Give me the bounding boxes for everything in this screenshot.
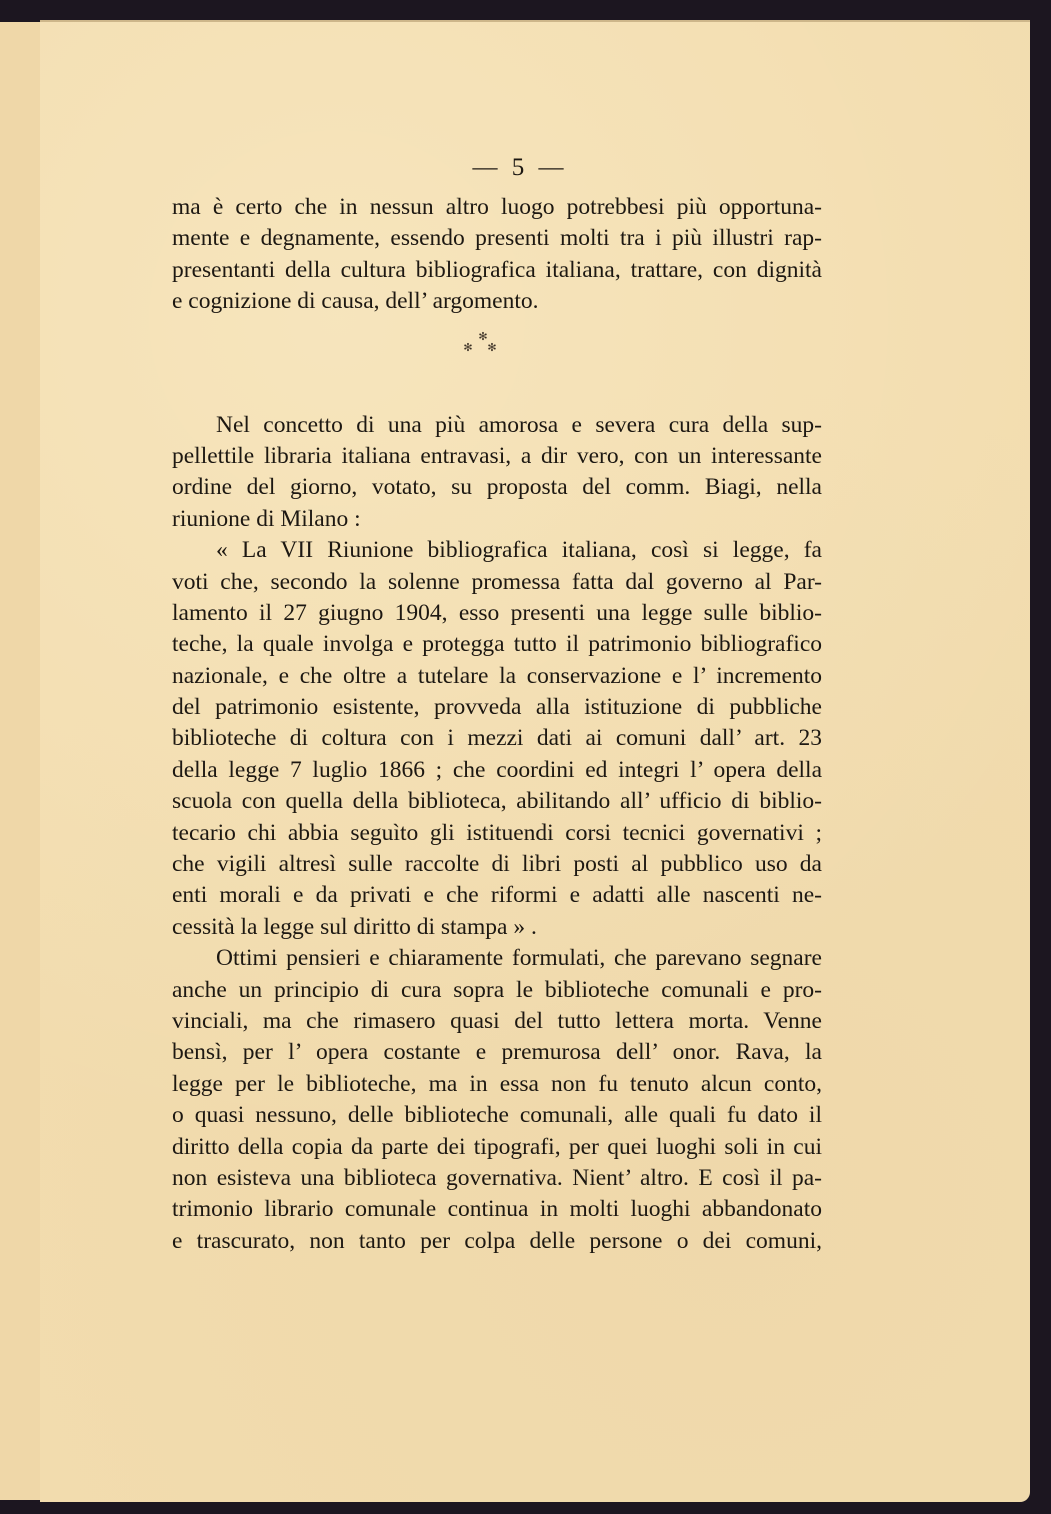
text-line: Ottimi pensieri e chiaramente formulati, che parevano segnare bbox=[216, 945, 822, 972]
text-line: non esisteva una biblioteca governativa. Nient’ altro. E così il pa- bbox=[172, 1164, 822, 1191]
text-line: cessità la legge sul diritto di stampa » . bbox=[172, 913, 537, 940]
text-line: pellettile libraria italiana entravasi, a dir vero, con un interessante bbox=[172, 442, 822, 469]
text-line: bensì, per l’ opera costante e premurosa dell’ onor. Rava, la bbox=[172, 1039, 822, 1066]
paragraph-1 bbox=[172, 192, 822, 318]
text-line: della legge 7 luglio 1866 ; che coordini ed integri l’ opera della bbox=[172, 756, 822, 783]
text-line: ordine del giorno, votato, su proposta del comm. Biagi, nella bbox=[172, 474, 822, 501]
text-line: Nel concetto di una più amorosa e severa cura della sup- bbox=[216, 411, 822, 438]
paragraph-2 bbox=[172, 410, 822, 536]
text-line: voti che, secondo la solenne promessa fatta dal governo al Par- bbox=[172, 568, 822, 595]
text-line: e cognizione di causa, dell’ argomento. bbox=[172, 288, 539, 315]
text-line: lamento il 27 giugno 1904, esso presenti una legge sulle biblio- bbox=[172, 599, 822, 626]
page-number: — 5 — bbox=[472, 154, 568, 181]
text-line: tecario chi abbia seguìto gli istituendi corsi tecnici governativi ; bbox=[172, 819, 822, 846]
text-line: riunione di Milano : bbox=[172, 505, 361, 532]
text-line: ma è certo che in nessun altro luogo potrebbesi più opportuna- bbox=[172, 194, 822, 220]
text-line: teche, la quale involga e protegga tutto il patrimonio bibliografico bbox=[172, 631, 822, 658]
book-page bbox=[40, 20, 1030, 1502]
text-line: del patrimonio esistente, provveda alla istituzione di pubbliche bbox=[172, 694, 822, 721]
asterism-top: ✻ bbox=[478, 330, 488, 343]
text-line: nazionale, e che oltre a tutelare la conservazione e l’ incremento bbox=[172, 662, 822, 689]
text-line: e trascurato, non tanto per colpa delle persone o dei comuni, bbox=[172, 1227, 822, 1254]
text-line: che vigili altresì sulle raccolte di libri posti al pubblico uso da bbox=[172, 851, 822, 878]
text-line: « La VII Riunione bibliografica italiana, così si legge, fa bbox=[216, 537, 822, 564]
text-line: vinciali, ma che rimasero quasi del tutto lettera morta. Venne bbox=[172, 1007, 822, 1034]
text-line: o quasi nessuno, delle biblioteche comunali, alle quali fu dato il bbox=[172, 1102, 822, 1129]
text-line: presentanti della cultura bibliografica italiana, trattare, con dignità bbox=[172, 256, 822, 283]
text-line: biblioteche di coltura con i mezzi dati ai comuni dall’ art. 23 bbox=[172, 725, 822, 752]
asterism-bottom: ✻ ✻ bbox=[463, 341, 503, 354]
text-line: anche un principio di cura sopra le biblioteche comunali e pro- bbox=[172, 976, 822, 1003]
body-text bbox=[172, 192, 822, 1257]
text-line: legge per le biblioteche, ma in essa non fu tenuto alcun conto, bbox=[172, 1070, 822, 1097]
text-line: trimonio librario comunale continua in molti luoghi abbandonato bbox=[172, 1196, 822, 1223]
paragraph-3-quotation bbox=[172, 535, 822, 943]
text-line: enti morali e da privati e che riformi e adatti alle nascenti ne- bbox=[172, 882, 822, 909]
text-line: mente e degnamente, essendo presenti molti tra i più illustri rap- bbox=[172, 225, 822, 252]
section-break-asterism bbox=[144, 318, 822, 410]
previous-page-edge bbox=[0, 22, 42, 1500]
text-line: diritto della copia da parte dei tipografi, per quei luoghi soli in cui bbox=[172, 1133, 822, 1160]
text-line: scuola con quella della biblioteca, abilitando all’ ufficio di biblio- bbox=[172, 788, 822, 815]
paragraph-4 bbox=[172, 943, 822, 1257]
